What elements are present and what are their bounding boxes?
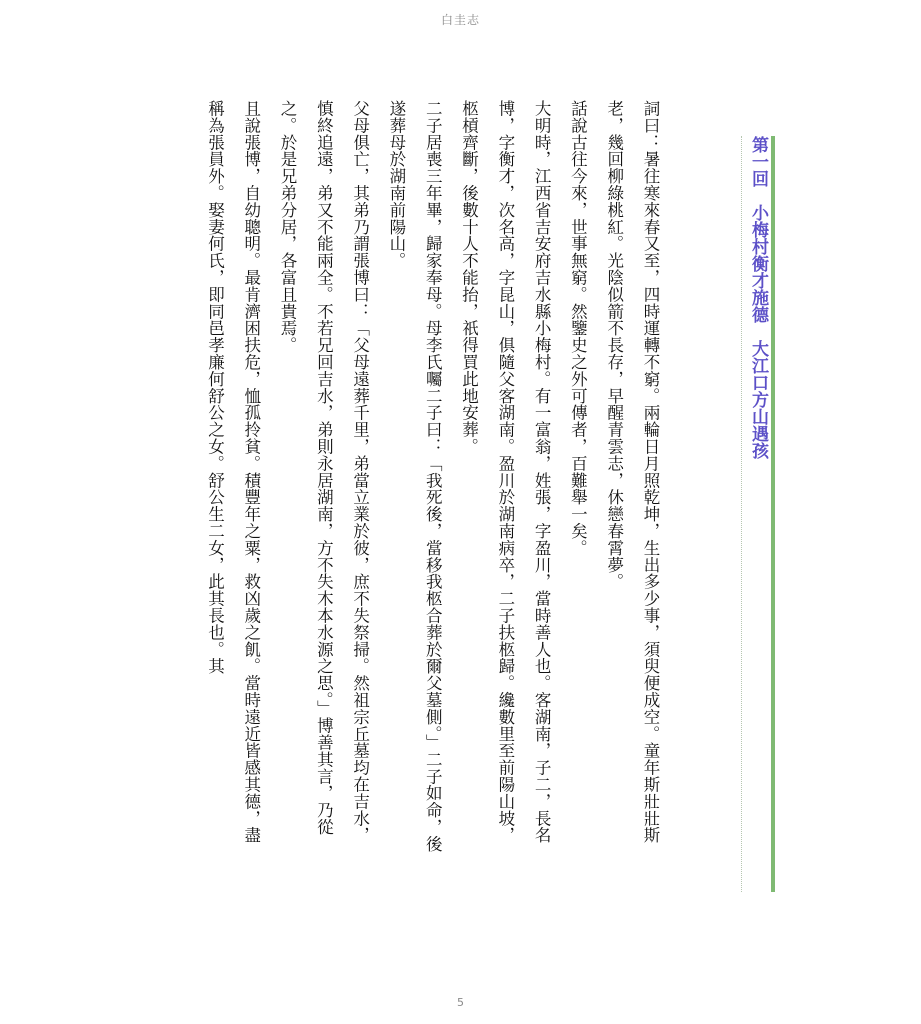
paragraph-zhangbo: 且說張博，自幼聰明。最肯濟困扶危，恤孤拎貧。積豐年之粟，救凶歲之飢。當時遠近皆感其德，盡稱為張員外。娶妻何氏，即同邑孝廉何舒公之女。舒公生二女，此其長也。其 bbox=[205, 100, 261, 844]
paragraph-opening: 話說古往今來，世事無窮。然鑒史之外可傳者，百難舉一矣。 bbox=[568, 100, 588, 557]
paragraph-mourning: 二子居喪三年畢，歸家奉母。母李氏囑二子曰：「我死後，當移我柩合葬於爾父墓側。」二子如命，後遂葬母於湖南前陽山。 bbox=[386, 100, 443, 853]
paragraph-daming: 大明時，江西省吉安府吉水縣小梅村。有一富翁，姓張，字盈川，當時善人也。客湖南，子二，長名博，字衡才，次名高，字昆山，俱隨父客湖南。盈川於湖南病卒，二子扶柩歸。纔數里至前陽山坡，柩槓齊斷，後數十人不能抬，祇得買此地安葬。 bbox=[459, 100, 552, 844]
chapter-rule-dotted bbox=[741, 136, 742, 892]
chapter-rule-thick bbox=[771, 136, 775, 892]
page-number: 5 bbox=[457, 996, 464, 1009]
paragraph-brothers: 父母俱亡，其弟乃謂張博曰：「父母遠葬千里，弟當立業於彼，庶不失祭掃。然祖宗丘墓均在吉水，慎終追遠，弟又不能兩全。不若兄回吉水，弟則永居湖南，方不失木本水源之思。」博善其言，乃從之。於是兄弟分居，各富且貴焉。 bbox=[278, 100, 370, 844]
paragraph-ci-poem: 詞曰：暑往寒來春又至，四時運轉不窮。兩輪日月照乾坤，生出多少事，須臾便成空。童年斯壯壯斯老，幾回柳綠桃紅。光陰似箭不長存，早醒青雲志，休戀春霄夢。 bbox=[604, 100, 660, 844]
chapter-title: 第一回 小梅村衡才施德 大江口方山遇孩 bbox=[748, 136, 768, 459]
running-header-book-title: 白圭志 bbox=[440, 13, 480, 27]
body-text bbox=[196, 100, 668, 860]
